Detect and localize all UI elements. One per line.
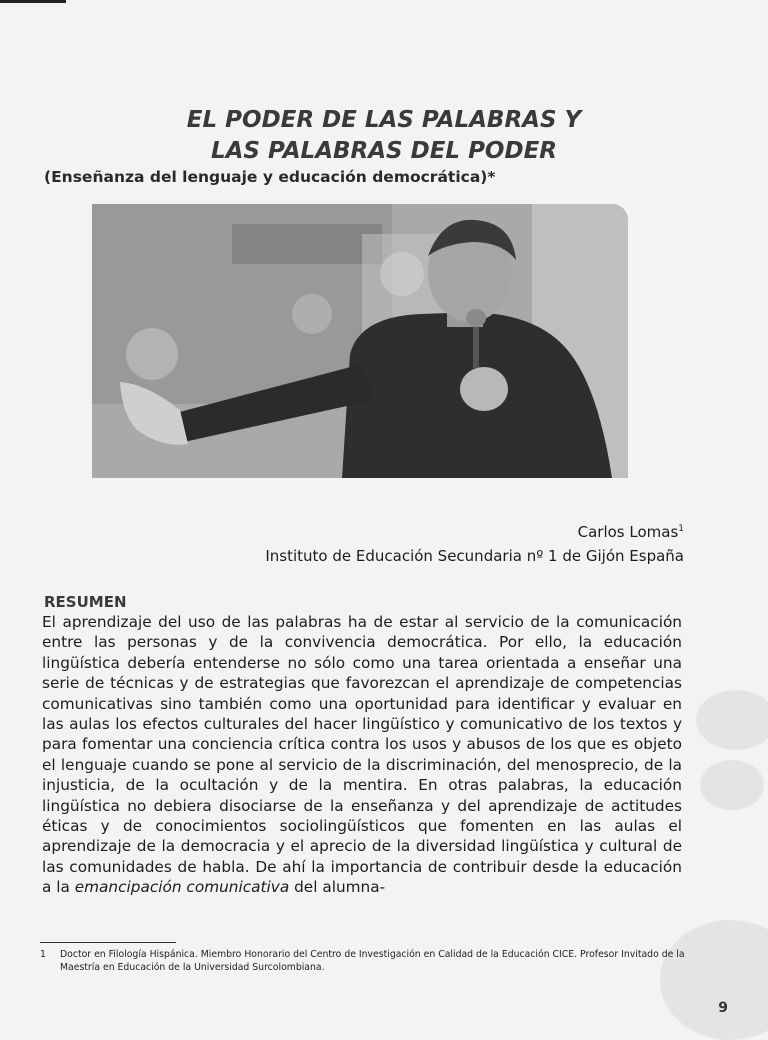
author-name: Carlos Lomas	[577, 523, 679, 541]
speaker-photo	[92, 204, 628, 478]
decorative-circle	[696, 690, 768, 750]
footnote-text: Doctor en Filología Hispánica. Miembro Honorario del Centro de Investigación en Calidad de la Educación CICE. Profesor Invitado de la Maestría en Educación de la Universidad Surcolombiana.	[60, 949, 685, 973]
abstract-text: El aprendizaje del uso de las palabras ha de estar al servicio de la comunicación entre las personas y de la convivencia democrática. Por ello, la educación lingüística debería entenderse no sólo como una tarea orientada a enseñar una serie de técnicas y de estrategias que favorezcan el aprendizaje de competencias comunicativas sino también como una oportunidad para identificar y evaluar en las aulas los efectos culturales del hacer lingüístico y comunicativo de los textos y para fomentar una conciencia crítica contra los usos y abusos de los que es objeto el lenguaje cuando se pone al servicio de la discriminación, del menosprecio, de la injusticia, de la ocultación y de la mentira. En otras palabras, la educación lingüística no debiera disociarse de la enseñanza y del aprendizaje de actitudes éticas y de conocimientos sociolingüísticos que fomenten en las aulas el aprendizaje de la democracia y el aprecio de la diversidad lingüística y cultural de las comunidades de habla. De ahí la importancia de contribuir desde la educación a la	[42, 613, 682, 897]
photo-speaker-with-microphone-icon	[92, 204, 628, 478]
scan-edge-shadow	[0, 0, 66, 3]
footnote-number: 1	[40, 949, 46, 960]
abstract-text-end: del alumna-	[289, 878, 386, 897]
title-line-2: LAS PALABRAS DEL PODER	[210, 138, 558, 165]
abstract-heading: RESUMEN	[44, 593, 127, 612]
title-line-1: EL PODER DE LAS PALABRAS Y	[186, 107, 582, 134]
decorative-circle	[660, 920, 768, 1040]
author-affiliation: Instituto de Educación Secundaria nº 1 de Gijón España	[265, 547, 684, 565]
author-footnote-marker: 1	[678, 524, 684, 534]
page-number: 9	[718, 1000, 728, 1016]
article-subtitle: (Enseñanza del lenguaje y educación democrática)*	[44, 168, 496, 186]
author-name-line	[265, 517, 684, 544]
abstract-paragraph	[42, 612, 682, 898]
abstract-body	[42, 612, 682, 898]
footnote	[40, 948, 690, 974]
article-title	[0, 105, 768, 167]
decorative-circle	[700, 760, 764, 810]
author-block	[265, 517, 684, 568]
abstract-emphasis: emancipación comunicativa	[74, 878, 290, 897]
footnote-divider	[40, 942, 176, 943]
